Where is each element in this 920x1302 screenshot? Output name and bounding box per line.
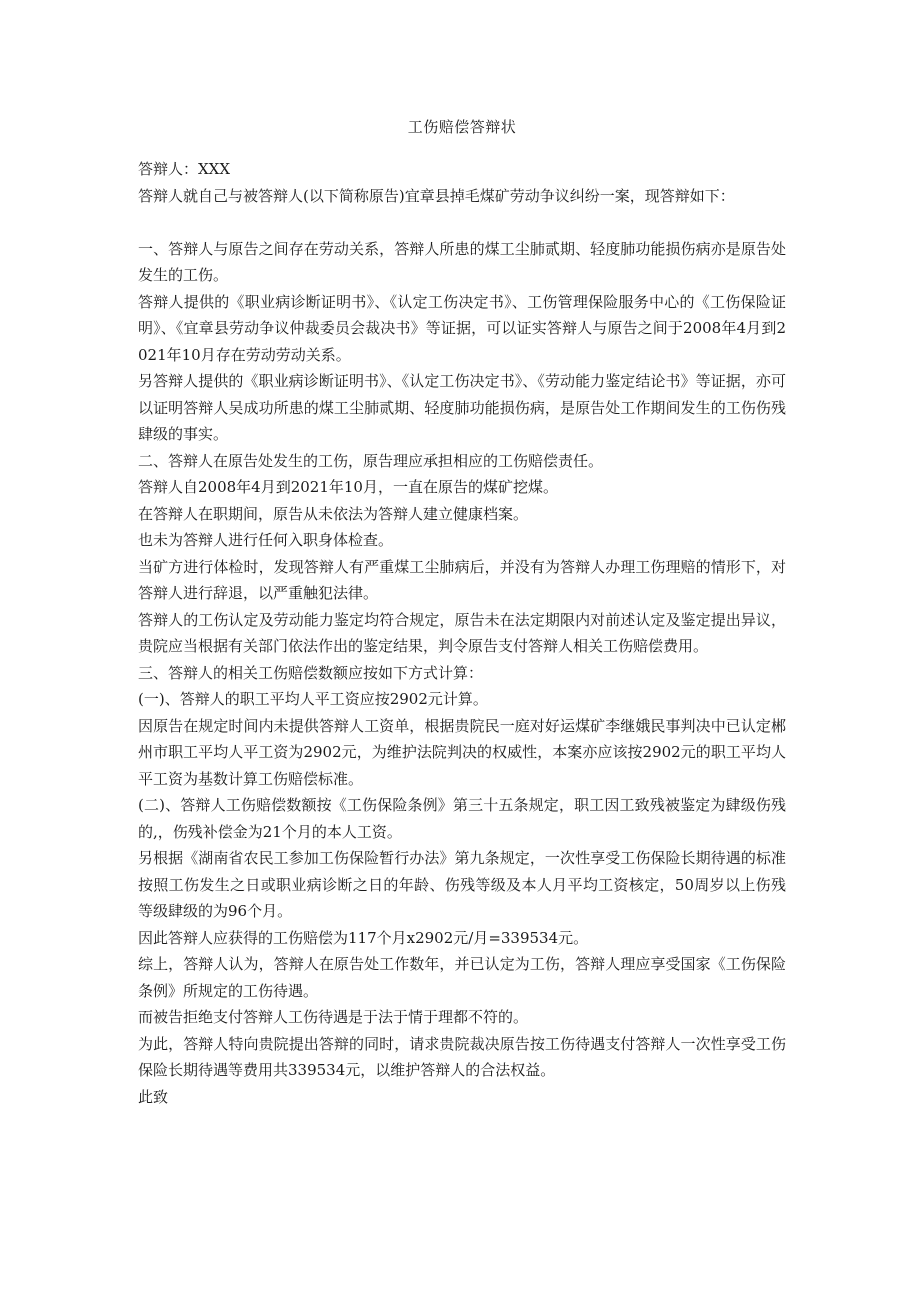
paragraph: (二)、答辩人工伤赔偿数额按《工伤保险条例》第三十五条规定，职工因工致残被鉴定为肆级伤残的,，伤残补偿金为21个月的本人工资。 [138,796,786,841]
paragraph: 也未为答辩人进行任何入职身体检查。 [138,531,394,549]
paragraph: 另根据《湖南省农民工参加工伤保险暂行办法》第九条规定，一次性享受工伤保险长期待遇的标准按照工伤发生之日或职业病诊断之日的年龄、伤残等级及本人月平均工资核定，50周岁以上伤残等级肆级的为96个月。 [138,849,786,920]
paragraph: 另答辩人提供的《职业病诊断证明书》、《认定工伤决定书》、《劳动能力鉴定结论书》等证据，亦可以证明答辩人吴成功所患的煤工尘肺贰期、轻度肺功能损伤病，是原告处工作期间发生的工伤伤残肆级的事实。 [138,372,786,443]
paragraph: 当矿方进行体检时，发现答辩人有严重煤工尘肺病后，并没有为答辩人办理工伤理赔的情形下，对答辩人进行辞退，以严重触犯法律。 [138,557,786,602]
paragraph: 答辩人自2008年4月到2021年10月，一直在原告的煤矿挖煤。 [138,478,558,496]
paragraph: 而被告拒绝支付答辩人工伤待遇是于法于情于理都不符的。 [138,1008,529,1026]
paragraph: 答辩人就自己与被答辩人(以下简称原告)宜章县掉毛煤矿劳动争议纠纷一案，现答辩如下： [138,186,735,205]
blank-line [138,209,786,236]
document-title: 工伤赔偿答辩状 [407,118,517,136]
document-body [138,156,786,1110]
paragraph: 此致 [138,1087,169,1106]
paragraph: 因原告在规定时间内未提供答辩人工资单，根据贵院民一庭对好运煤矿李继娥民事判决中已认定郴州市职工平均人平工资为2902元，为维护法院判决的权威性，本案亦应该按2902元的职工平均人平工资为基数计算工伤赔偿标准。 [138,716,786,788]
paragraph: 答辩人的工伤认定及劳动能力鉴定均符合规定，原告未在法定期限内对前述认定及鉴定提出异议，贵院应当根据有关部门依法作出的鉴定结果，判令原告支付答辩人相关工伤赔偿费用。 [138,610,786,655]
paragraph: 三、答辩人的相关工伤赔偿数额应按如下方式计算： [138,663,484,682]
paragraph: (一)、答辩人的职工平均人平工资应按2902元计算。 [138,690,488,708]
paragraph: 答辩人：XXX [138,160,231,178]
paragraph: 一、答辩人与原告之间存在劳动关系，答辩人所患的煤工尘肺贰期、轻度肺功能损伤病亦是原告处发生的工伤。 [138,239,786,284]
paragraph: 二、答辩人在原告处发生的工伤，原告理应承担相应的工伤赔偿责任。 [138,451,604,470]
paragraph: 因此答辩人应获得的工伤赔偿为117个月x2902元/月=339534元。 [138,928,589,947]
paragraph: 在答辩人在职期间，原告从未依法为答辩人建立健康档案。 [138,504,529,523]
paragraph: 答辩人提供的《职业病诊断证明书》、《认定工伤决定书》、工伤管理保险服务中心的《工伤保险证明》、《宜章县劳动争议仲裁委员会裁决书》等证据，可以证实答辩人与原告之间于2008年4月到2021年10月存在劳动劳动关系。 [138,292,786,364]
paragraph: 综上，答辩人认为，答辩人在原告处工作数年，并已认定为工伤，答辩人理应享受国家《工伤保险条例》所规定的工伤待遇。 [138,955,786,1000]
paragraph: 为此，答辩人特向贵院提出答辩的同时，请求贵院裁决原告按工伤待遇支付答辩人一次性享受工伤保险长期待遇等费用共339534元，以维护答辩人的合法权益。 [138,1034,786,1079]
document-page [138,114,786,1110]
